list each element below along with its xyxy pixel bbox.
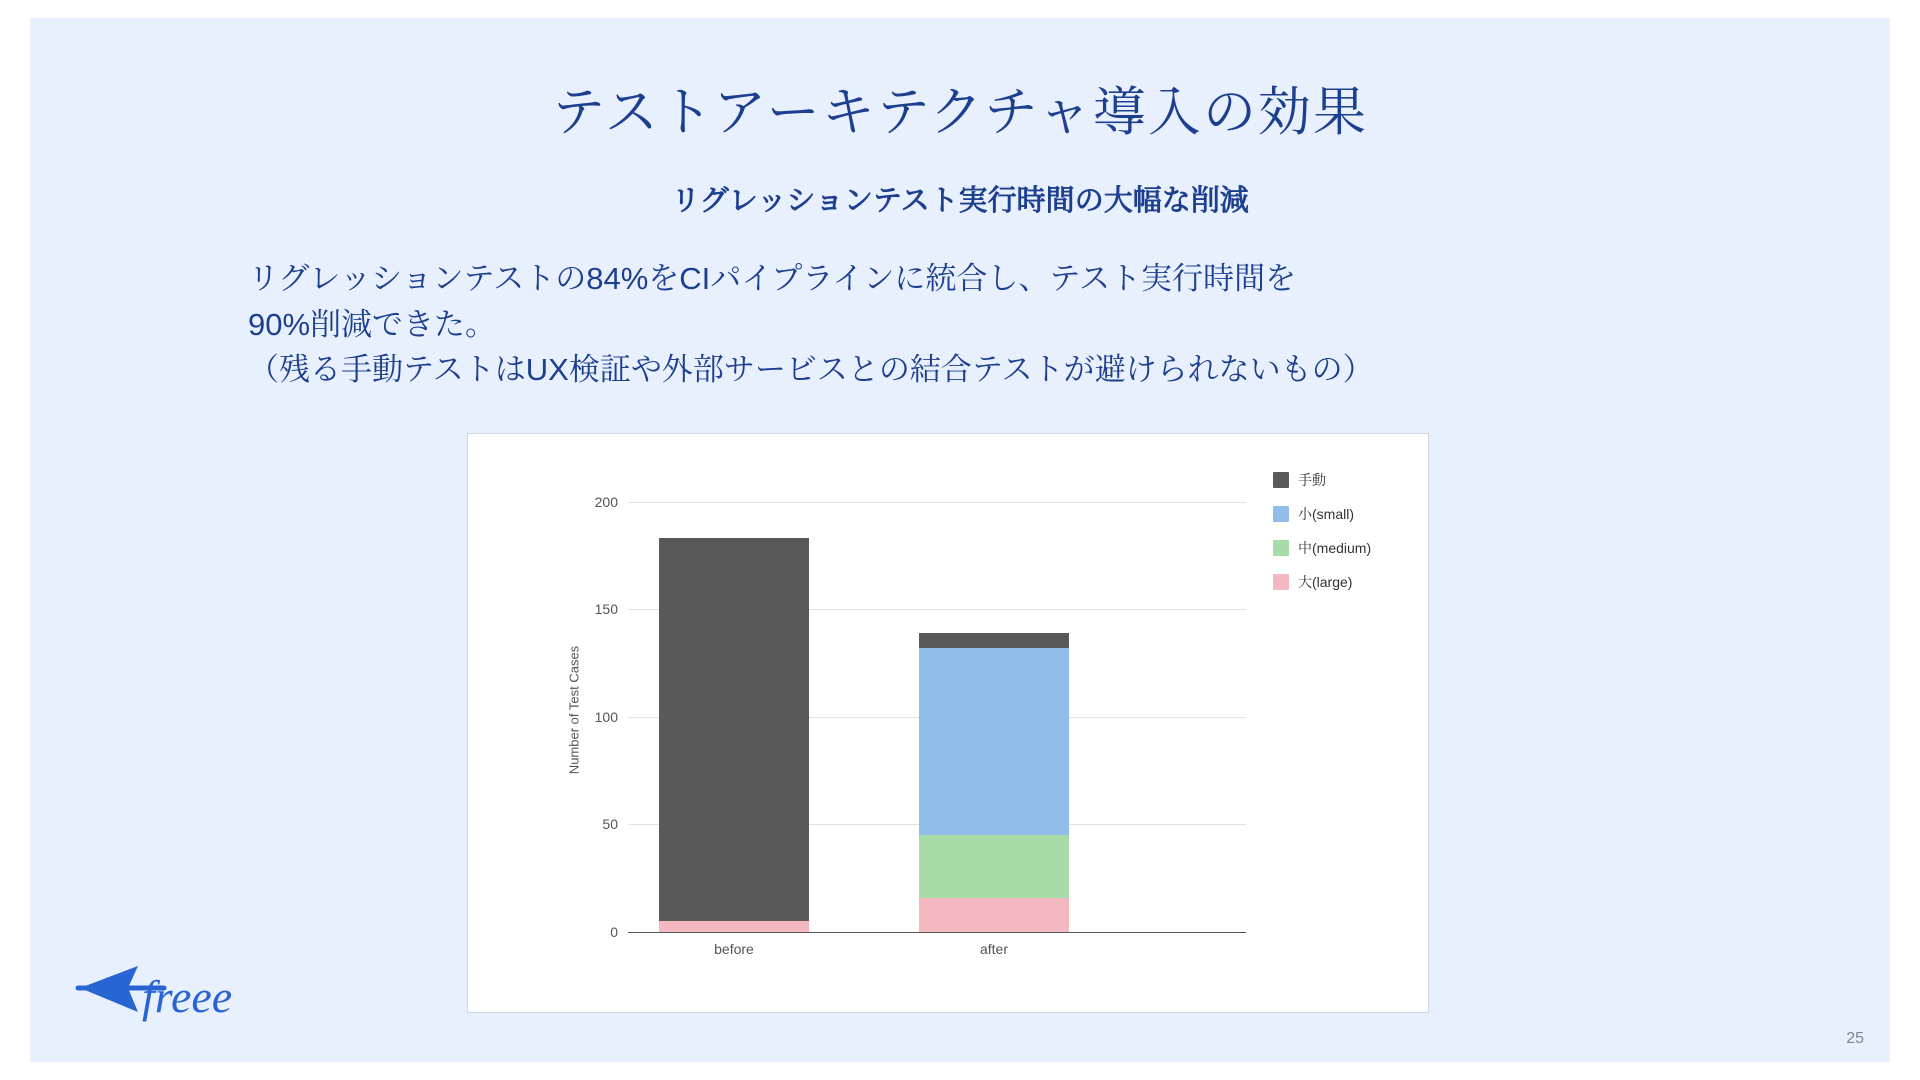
chart-legend-item bbox=[1273, 538, 1371, 558]
freee-logo bbox=[72, 954, 282, 1034]
chart-legend-swatch bbox=[1273, 574, 1289, 590]
page-number: 25 bbox=[1846, 1030, 1864, 1047]
chart-bar-segment bbox=[659, 538, 809, 921]
chart-x-tick-label: after bbox=[979, 941, 1008, 957]
svg-text:freee: freee bbox=[142, 971, 233, 1022]
chart-bar-segment bbox=[919, 898, 1069, 932]
chart-bar-segment bbox=[919, 835, 1069, 897]
chart-y-tick-label: 200 bbox=[594, 493, 618, 510]
body-line-1: リグレッションテストの84%をCIパイプラインに統合し、テスト実行時間を bbox=[248, 261, 1297, 296]
chart-y-axis-label: Number of Test Cases bbox=[566, 645, 582, 774]
chart-legend-swatch bbox=[1273, 506, 1289, 522]
chart-legend-swatch bbox=[1273, 472, 1289, 488]
chart-legend-label: 大(large) bbox=[1298, 574, 1353, 590]
chart-plot-area bbox=[566, 462, 1246, 957]
page-subtitle: リグレッションテスト実行時間の大幅な削減 bbox=[671, 185, 1249, 217]
chart-x-tick-label: before bbox=[714, 941, 754, 957]
slide bbox=[30, 18, 1890, 1062]
chart-y-tick-label: 50 bbox=[602, 816, 618, 833]
chart-card bbox=[467, 433, 1429, 1013]
chart-legend bbox=[1273, 470, 1371, 606]
page-title: テストアーキテクチャ導入の効果 bbox=[552, 83, 1368, 142]
chart-bar-segment bbox=[919, 633, 1069, 648]
chart-bar bbox=[659, 538, 809, 932]
chart-legend-item bbox=[1273, 572, 1371, 592]
chart-legend-item bbox=[1273, 470, 1371, 490]
chart-y-tick-label: 0 bbox=[610, 924, 618, 940]
chart-bar bbox=[919, 633, 1069, 932]
chart-gridline bbox=[628, 932, 1246, 933]
chart-y-tick-label: 150 bbox=[594, 601, 618, 618]
chart-legend-item bbox=[1273, 504, 1371, 524]
body-line-3: （残る手動テストはUX検証や外部サービスとの結合テストが避けられないもの） bbox=[248, 352, 1374, 388]
chart-bar-segment bbox=[659, 921, 809, 932]
chart-legend-swatch bbox=[1273, 540, 1289, 556]
chart-legend-label: 小(small) bbox=[1298, 506, 1354, 522]
chart-y-tick-label: 100 bbox=[594, 708, 618, 725]
chart-legend-label: 手動 bbox=[1298, 472, 1326, 488]
body-text bbox=[248, 256, 1668, 393]
chart-bar-segment bbox=[919, 648, 1069, 835]
body-line-2: 90%削減できた。 bbox=[248, 306, 497, 342]
chart-gridline bbox=[628, 502, 1246, 503]
chart-legend-label: 中(medium) bbox=[1298, 540, 1372, 556]
